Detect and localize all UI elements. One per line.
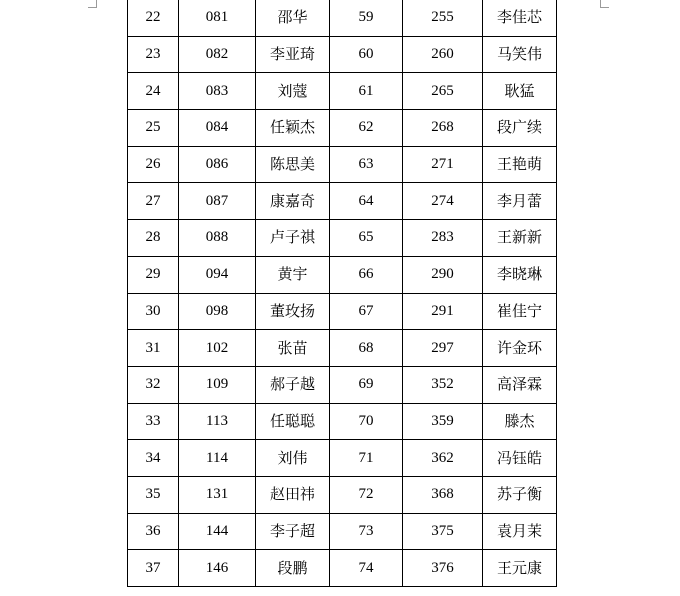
name-left-cell: 李亚琦: [256, 36, 330, 73]
name-left-cell: 张苗: [256, 330, 330, 367]
table-row: [128, 403, 557, 440]
seq-left-cell: 27: [128, 183, 179, 220]
name-right-cell: 王艳萌: [483, 146, 557, 183]
table-row: [128, 256, 557, 293]
id-right-cell: 290: [403, 256, 483, 293]
table-row: [128, 550, 557, 587]
id-left-cell: 084: [179, 110, 256, 147]
table-row: [128, 220, 557, 257]
seq-right-cell: 66: [330, 256, 403, 293]
seq-left-cell: 31: [128, 330, 179, 367]
name-right-cell: 冯钰皓: [483, 440, 557, 477]
seq-right-cell: 70: [330, 403, 403, 440]
table-row: [128, 440, 557, 477]
table-row: [128, 146, 557, 183]
table-row: [128, 183, 557, 220]
id-right-cell: 362: [403, 440, 483, 477]
name-right-cell: 苏子衡: [483, 476, 557, 513]
name-left-cell: 刘蔻: [256, 73, 330, 110]
id-left-cell: 131: [179, 476, 256, 513]
name-right-cell: 滕杰: [483, 403, 557, 440]
seq-right-cell: 64: [330, 183, 403, 220]
id-right-cell: 359: [403, 403, 483, 440]
id-left-cell: 088: [179, 220, 256, 257]
name-left-cell: 黄宇: [256, 256, 330, 293]
name-left-cell: 任颖杰: [256, 110, 330, 147]
name-right-cell: 高泽霖: [483, 366, 557, 403]
seq-right-cell: 73: [330, 513, 403, 550]
id-right-cell: 274: [403, 183, 483, 220]
name-left-cell: 刘伟: [256, 440, 330, 477]
id-right-cell: 268: [403, 110, 483, 147]
name-right-cell: 王新新: [483, 220, 557, 257]
id-right-cell: 255: [403, 0, 483, 36]
seq-right-cell: 61: [330, 73, 403, 110]
seq-left-cell: 22: [128, 0, 179, 36]
name-left-cell: 赵田祎: [256, 476, 330, 513]
name-right-cell: 李佳芯: [483, 0, 557, 36]
seq-left-cell: 25: [128, 110, 179, 147]
id-left-cell: 081: [179, 0, 256, 36]
id-left-cell: 146: [179, 550, 256, 587]
table-row: [128, 73, 557, 110]
table-row: [128, 36, 557, 73]
id-left-cell: 102: [179, 330, 256, 367]
table-row: [128, 330, 557, 367]
id-left-cell: 082: [179, 36, 256, 73]
id-left-cell: 094: [179, 256, 256, 293]
seq-right-cell: 71: [330, 440, 403, 477]
id-left-cell: 086: [179, 146, 256, 183]
seq-right-cell: 69: [330, 366, 403, 403]
name-right-cell: 段广续: [483, 110, 557, 147]
page-corner-mark-left: [88, 0, 97, 8]
seq-left-cell: 36: [128, 513, 179, 550]
id-right-cell: 376: [403, 550, 483, 587]
table-row: [128, 293, 557, 330]
name-right-cell: 王元康: [483, 550, 557, 587]
seq-right-cell: 74: [330, 550, 403, 587]
id-right-cell: 271: [403, 146, 483, 183]
seq-right-cell: 60: [330, 36, 403, 73]
seq-left-cell: 24: [128, 73, 179, 110]
id-left-cell: 109: [179, 366, 256, 403]
name-right-cell: 耿猛: [483, 73, 557, 110]
name-right-cell: 崔佳宁: [483, 293, 557, 330]
name-left-cell: 卢子祺: [256, 220, 330, 257]
name-left-cell: 段鹏: [256, 550, 330, 587]
seq-left-cell: 34: [128, 440, 179, 477]
table-row: [128, 0, 557, 36]
name-right-cell: 许金环: [483, 330, 557, 367]
id-right-cell: 291: [403, 293, 483, 330]
name-left-cell: 陈思美: [256, 146, 330, 183]
id-left-cell: 114: [179, 440, 256, 477]
seq-right-cell: 65: [330, 220, 403, 257]
seq-left-cell: 26: [128, 146, 179, 183]
name-right-cell: 袁月茉: [483, 513, 557, 550]
id-left-cell: 144: [179, 513, 256, 550]
seq-left-cell: 28: [128, 220, 179, 257]
seq-left-cell: 32: [128, 366, 179, 403]
id-left-cell: 098: [179, 293, 256, 330]
seq-left-cell: 35: [128, 476, 179, 513]
id-left-cell: 083: [179, 73, 256, 110]
id-left-cell: 113: [179, 403, 256, 440]
id-right-cell: 260: [403, 36, 483, 73]
name-right-cell: 李晓琳: [483, 256, 557, 293]
seq-left-cell: 37: [128, 550, 179, 587]
name-right-cell: 李月蕾: [483, 183, 557, 220]
id-right-cell: 283: [403, 220, 483, 257]
seq-right-cell: 62: [330, 110, 403, 147]
id-right-cell: 368: [403, 476, 483, 513]
seq-right-cell: 68: [330, 330, 403, 367]
id-right-cell: 352: [403, 366, 483, 403]
page-corner-mark-right: [600, 0, 609, 8]
id-right-cell: 297: [403, 330, 483, 367]
name-right-cell: 马笑伟: [483, 36, 557, 73]
id-right-cell: 265: [403, 73, 483, 110]
seq-left-cell: 30: [128, 293, 179, 330]
name-left-cell: 任聪聪: [256, 403, 330, 440]
roster-table: [127, 0, 557, 587]
seq-right-cell: 59: [330, 0, 403, 36]
roster-table-body: [128, 0, 557, 587]
name-left-cell: 李子超: [256, 513, 330, 550]
seq-right-cell: 67: [330, 293, 403, 330]
seq-right-cell: 63: [330, 146, 403, 183]
name-left-cell: 邵华: [256, 0, 330, 36]
table-row: [128, 476, 557, 513]
table-row: [128, 513, 557, 550]
name-left-cell: 康嘉奇: [256, 183, 330, 220]
seq-left-cell: 29: [128, 256, 179, 293]
seq-left-cell: 33: [128, 403, 179, 440]
name-left-cell: 郝子越: [256, 366, 330, 403]
name-left-cell: 董玫扬: [256, 293, 330, 330]
id-left-cell: 087: [179, 183, 256, 220]
seq-left-cell: 23: [128, 36, 179, 73]
table-row: [128, 110, 557, 147]
seq-right-cell: 72: [330, 476, 403, 513]
table-row: [128, 366, 557, 403]
id-right-cell: 375: [403, 513, 483, 550]
